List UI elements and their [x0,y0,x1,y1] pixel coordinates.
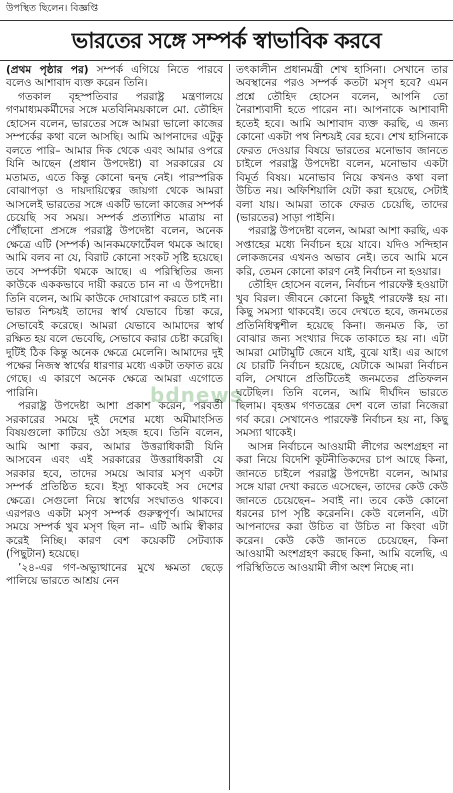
previous-article-tail: উপস্থিত ছিলেন। বিজ্ঞপ্তি [6,3,99,14]
watermark: bdnews [150,383,243,407]
right-column [236,64,448,575]
paragraph [6,64,223,91]
headline: ভারতের সঙ্গে সম্পর্ক স্বাভাবিক করবে [71,28,382,54]
paragraph: পররাষ্ট্র উপদেষ্টা আশা প্রকাশ করেন, পরবর্তী সরকারের সময়ে দুই দেশের মধ্যে অমীমাংসিত বিষয়গুলো কাটিয়ে ওঠা সহজ হবে। তিনি বলেন, আমি আশা করব, আমার উত্তরাধিকারী যিনি আসবেন এবং এই সরকারের উত্তরাধিকারী যে সরকার হবে, তাদের সময়ে আবার মসৃণ একটা সম্পর্ক প্রতিষ্ঠিত হবে। ইস্যু থাকবেই সব দেশের ক্ষেত্রে। সেগুলো নিয়ে স্বার্থের সংঘাতও থাকবে। এরপরও একটা মসৃণ সম্পর্ক গুরুত্বপূর্ণ। আমাদের সময়ে সম্পর্ক খুব মসৃণ ছিল না– এটি আমি স্বীকার করেই নিচ্ছি। কারণ বেশ কয়েকটি সেটব্যাক (পিছুটান) হয়েছে। [6,400,223,561]
top-rule [0,20,453,21]
paragraph-text: সম্পর্ক এগিয়ে নিতে পারবে বলেও আশাবাদ ব্যক্ত করেন তিনি। [6,64,224,90]
paragraph: গতকাল বৃহস্পতিবার পররাষ্ট্র মন্ত্রণালয়ে গণমাধ্যমকর্মীদের সঙ্গে মতবিনিময়কালে মো. তৌহিদ হোসেন বলেন, ভারতের সঙ্গে আমরা ভালো কাজের সম্পর্কের কথা বলে আসছি। আমি আপনাদের এটুকু বলতে পারি– আমার দিক থেকে এবং আমার ওপরে যিনি আছেন (প্রধান উপদেষ্টা) বা সরকারের যে মতামত, এতে কিন্তু কোনো দ্বন্দ্ব নেই। পারস্পরিক বোঝাপড়া ও দায়দায়িত্বের জায়গা থেকে আমরা আসলেই ভারতের সঙ্গে একটি ভালো কাজের সম্পর্ক চেয়েছি সব সময়। সম্পর্ক প্রত্যাশিত মাত্রায় না পৌঁছানো প্রসঙ্গে পররাষ্ট্র উপদেষ্টা বলেন, অনেক ক্ষেত্রে এটি (সম্পর্ক) আনকমফোর্টেবল থমকে আছে। আমি বলব না যে, বিরাট কোনো সংকট সৃষ্টি হয়েছে। তবে সম্পর্কটা থমকে আছে। এ পরিস্থিতির জন্য কাউকে এককভাবে দায়ী করতে চান না এ উপদেষ্টা। তিনি বলেন, আমি কাউকে দোষারোপ করতে চাই না। ভারত নিশ্চয়ই তাদের স্বার্থ যেভাবে চিন্তা করে, সেভাবেই করেছে। আমরা যেভাবে আমাদের স্বার্থ রক্ষিত হয় বলে ভেবেছি, সেভাবে করার চেষ্টা করেছি। দুটিই ঠিক কিন্তু অনেক ক্ষেত্রে মেলেনি। আমাদের দুই পক্ষের নিজস্ব স্বার্থের ধারণার মধ্যে একটা তফাত রয়ে গেছে। এ কারণে অনেক ক্ষেত্রে আমরা এগোতে পারিনি। [6,90,223,399]
paragraph: আসন্ন নির্বাচনে আওয়ামী লীগের অংশগ্রহণ না করা নিয়ে বিদেশি কূটনীতিকদের চাপ আছে কিনা, জানতে চাইলে পররাষ্ট্র উপদেষ্টা বলেন, আমার সঙ্গে যারা দেখা করতে এসেছেন, তাদের কেউ কেউ জানতে চেয়েছেন– সবাই না। তবে কেউ কোনো ধরনের চাপ সৃষ্টি করেননি। কেউ বলেননি, এটা আপনাদের করা উচিত বা উচিত না কিংবা এটা করেন। কেউ কেউ জানতে চেয়েছেন, কিনা আওয়ামী অংশগ্রহণ করছে কিনা, আমি বলেছি, এ পরিস্থিতিতে আওয়ামী লীগ অংশ নিচ্ছে না। [236,440,448,574]
headline-rule [0,60,453,61]
left-column [6,64,223,589]
paragraph: ’২৪-এর গণ-অভ্যুত্থানের মুখে ক্ষমতা ছেড়ে পালিয়ে ভারতে আশ্রয় নেন [6,561,223,588]
paragraph: তৌহিদ হোসেন বলেন, নির্বাচন পারফেক্ট হওয়াটা খুব বিরল। জীবনে কোনো কিছুই পারফেক্ট হয় না। কিছু সমস্যা থাকবেই। তবে দেখতে হবে, জনমতের প্রতিনিধিত্বশীল হয়েছে কিনা। জনমত কি, তা বোঝার জন্য সংখ্যার দিকে তাকাতে হয় না। এটা আমরা মোটামুটি জেনে যাই, বুঝে যাই। এর আগে যে চারটি নির্বাচন হয়েছে, যেটাকে আমরা নির্বাচন বলি, সেখানে প্রতিটিতেই জনমতের প্রতিফলন ঘটেছিল। তিনি বলেন, আমি দীর্ঘদিন ভারতে ছিলাম। বৃহত্তম গণতন্ত্রের দেশ বলে তারা নিজেরা গর্ব করে। সেখানেও পারফেক্ট নির্বাচন হয় না, কিছু সমস্যা থাকেই। [236,279,448,440]
paragraph: পররাষ্ট্র উপদেষ্টা বলেন, আমরা আশা করছি, এক সপ্তাহের মধ্যে নির্বাচন হয়ে যাবে। যদিও সন্দিহান লোকজনের এখনও অভাব নেই। তবে আমি মনে করি, তেমন কোনো কারণ নেই নির্বাচন না হওয়ার। [236,225,448,278]
continuation-lead: (প্রথম পৃষ্ঠার পর) [6,64,89,76]
paragraph: তৎকালীন প্রধানমন্ত্রী শেখ হাসিনা। সেখানে তার অবস্থানের পরও সম্পর্ক কতটা মসৃণ হবে? এমন প্রশ্নে তৌহিদ হোসেন বলেন, আপনি তো নৈরাশ্যবাদী হতে পারেন না। আপনাকে আশাবাদী হতেই হবে। আমি আশাবাদ ব্যক্ত করছি, এ জন্য কোনো একটা পথ নিশ্চয়ই বের হবে। শেখ হাসিনাকে ফেরত দেওয়ার বিষয়ে ভারতের মনোভাব জানতে চাইলে পররাষ্ট্র উপদেষ্টা বলেন, মনোভাব একটা বিমূর্ত বিষয়। মনোভাব নিয়ে কখনও কথা বলা উচিত নয়। অফিশিয়ালি যেটা করা হয়েছে, সেটাই বলা যায়। আমরা তাকে ফেরত চেয়েছি, তাদের (ভারতের) সাড়া পাইনি। [236,64,448,224]
column-divider [229,64,230,790]
